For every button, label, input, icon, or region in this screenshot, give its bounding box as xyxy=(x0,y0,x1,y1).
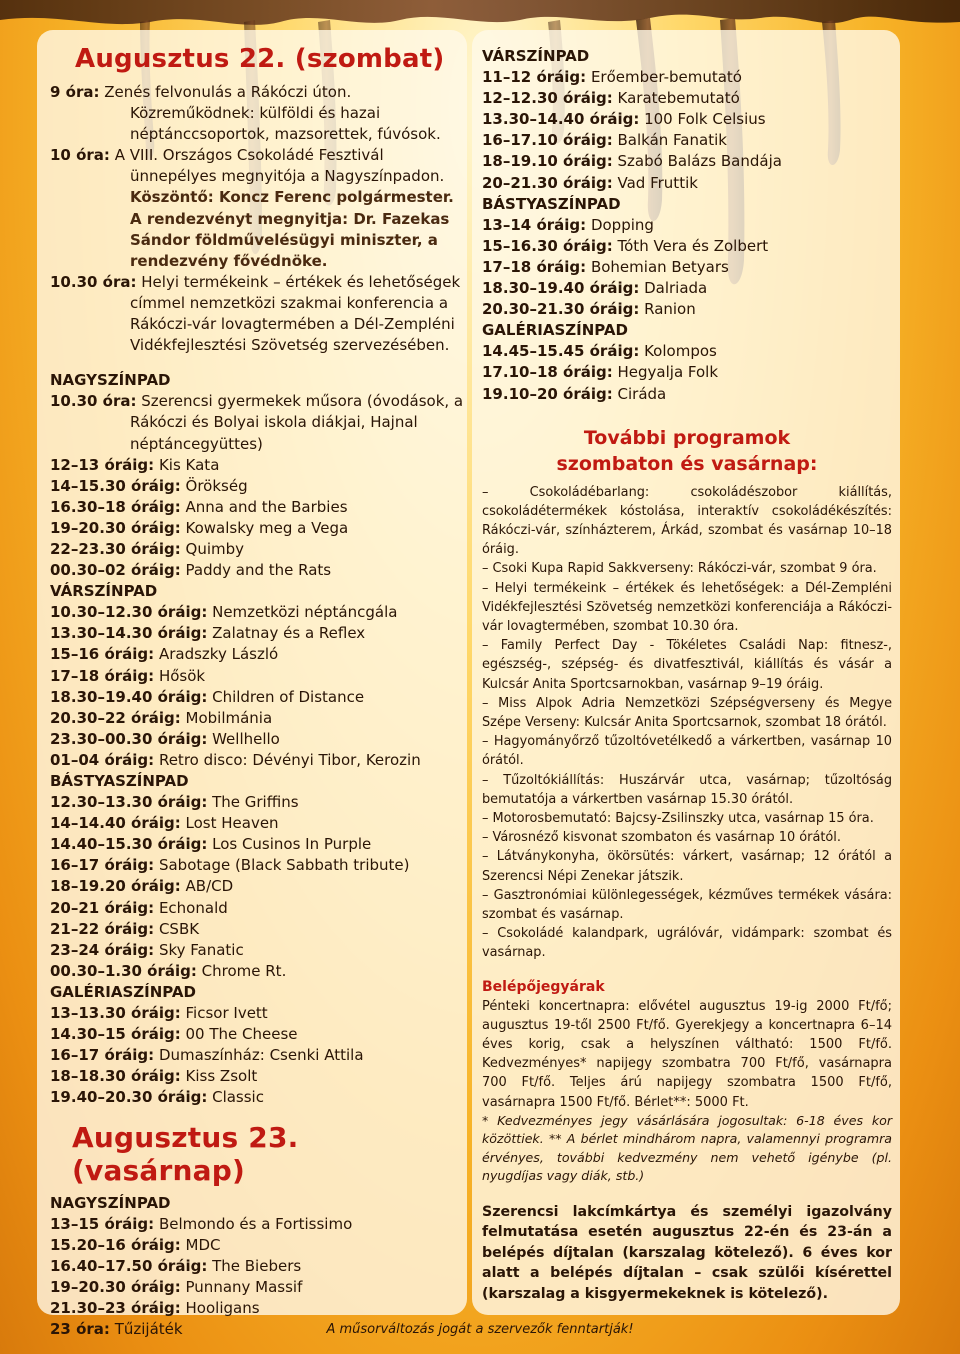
schedule-time: 18–19.10 óráig: xyxy=(482,152,613,171)
schedule-row xyxy=(482,109,892,130)
schedule-row xyxy=(482,236,892,257)
schedule-act: AB/CD xyxy=(180,877,234,896)
schedule-time: 20.30–21.30 óráig: xyxy=(482,300,640,319)
schedule-time: 20–21.30 óráig: xyxy=(482,173,613,192)
schedule-row xyxy=(50,539,465,560)
schedule-act: Vad Fruttik xyxy=(612,173,698,192)
schedule-time: 18.30–19.40 óráig: xyxy=(482,279,640,298)
schedule-act: CSBK xyxy=(154,919,200,938)
schedule-row xyxy=(50,687,465,708)
more-program-item: – Látványkonyha, ökörsütés: várkert, vasárnap; 12 órától a Szerencsi Népi Zenekar játszik. xyxy=(482,849,892,884)
schedule-act: Paddy and the Rats xyxy=(180,561,332,580)
schedule-act: Hősök xyxy=(154,666,206,685)
schedule-act: Kowalsky meg a Vega xyxy=(180,518,349,537)
schedule-time: 22–23.30 óráig: xyxy=(50,539,181,558)
schedule-act: The Griffins xyxy=(207,793,299,812)
more-program-item: – Csokoládébarlang: csokoládészobor kiállítás, csokoládétermékek kóstolása, interaktív csokoládékészítés: Rákóczi-vár, színházterem, Árkád, szombat és vasárnap 10–18 óráig. xyxy=(482,484,892,558)
schedule-act: Anna and the Barbies xyxy=(180,497,348,516)
schedule-act: Sabotage (Black Sabbath tribute) xyxy=(154,856,410,875)
schedule-row xyxy=(50,919,465,940)
schedule-row xyxy=(482,67,892,88)
schedule-time: 23.30–00.30 óráig: xyxy=(50,729,208,748)
schedule-time: 19.40–20.30 óráig: xyxy=(50,1088,208,1107)
schedule-act: Belmondo és a Fortissimo xyxy=(154,1214,353,1233)
schedule-time: 16.30–18 óráig: xyxy=(50,497,181,516)
intro-highlight: Köszöntő: Koncz Ferenc polgármester. A rendezvényt megnyitja: Dr. Fazekas Sándor földművelésügyi miniszter, a rendezvény fővédnöke. xyxy=(130,188,454,270)
schedule-row xyxy=(50,518,465,539)
schedule-time: 21–22 óráig: xyxy=(50,919,155,938)
schedule-row xyxy=(482,384,892,405)
schedule-time: 23–24 óráig: xyxy=(50,940,155,959)
nagyszinpad-list xyxy=(50,455,465,582)
schedule-act: Sky Fanatic xyxy=(154,940,244,959)
varszinpad-heading: VÁRSZÍNPAD xyxy=(50,582,158,601)
more-program-item: – Motorosbemutató: Bajcsy-Zsilinszky utca, vasárnap 15 óra. xyxy=(482,811,874,827)
schedule-row xyxy=(50,898,465,919)
schedule-act: Dumaszínház: Csenki Attila xyxy=(154,1046,364,1065)
schedule-time: 11–12 óráig: xyxy=(482,68,587,87)
schedule-act: Punnany Massif xyxy=(180,1277,303,1296)
schedule-row xyxy=(50,876,465,897)
intro-time: 9 óra: xyxy=(50,83,100,101)
schedule-act: Nemzetközi néptáncgála xyxy=(207,603,398,622)
schedule-row xyxy=(50,855,465,876)
schedule-row xyxy=(50,961,465,982)
right-column xyxy=(482,46,892,1304)
schedule-time: 13.30–14.30 óráig: xyxy=(50,624,208,643)
more-program-item: – Helyi termékeink – értékek és lehetőségek: a Dél-Zempléni Vidékfejlesztési Szövetség nemzetközi konferenciája a Rákóczi-vár lovagtermében, szombat 10.30 óra. xyxy=(482,580,892,635)
schedule-act: Echonald xyxy=(154,898,228,917)
schedule-row xyxy=(50,1277,465,1298)
schedule-time: 16–17 óráig: xyxy=(50,1046,155,1065)
schedule-act: Ficsor Ivett xyxy=(180,1004,268,1023)
schedule-time: 13.30–14.40 óráig: xyxy=(482,110,640,129)
schedule-time: 17–18 óráig: xyxy=(482,257,587,276)
right-galeriaszinpad-heading: GALÉRIASZÍNPAD xyxy=(482,321,628,340)
schedule-row xyxy=(50,750,465,771)
schedule-time: 18.30–19.40 óráig: xyxy=(50,687,208,706)
schedule-row xyxy=(50,1003,465,1024)
nagyszinpad-heading: NAGYSZÍNPAD xyxy=(50,371,171,390)
nagyszinpad-kids-program xyxy=(50,391,465,454)
schedule-act: Tűzijáték xyxy=(109,1320,183,1339)
schedule-act: Aradszky László xyxy=(154,645,279,664)
schedule-act: Children of Distance xyxy=(207,687,365,706)
schedule-time: 14–14.40 óráig: xyxy=(50,814,181,833)
schedule-act: Retro disco: Dévényi Tibor, Kerozin xyxy=(154,750,421,769)
schedule-time: 12–13 óráig: xyxy=(50,455,155,474)
schedule-time: 14.45–15.45 óráig: xyxy=(482,342,640,361)
schedule-time: 19–20.30 óráig: xyxy=(50,1277,181,1296)
schedule-act: Tóth Vera és Zolbert xyxy=(612,236,769,255)
right-bastyaszinpad-list xyxy=(482,215,892,320)
schedule-row xyxy=(50,1066,465,1087)
tickets-heading: Belépőjegyárak xyxy=(482,978,605,995)
more-program-item: – Tűzoltókiállítás: Huszárvár utca, vasárnap; tűzoltóság bemutatója a várkertben vasárnap 15.30 órától. xyxy=(482,772,892,807)
schedule-act: Kolompos xyxy=(639,342,717,361)
schedule-time: 15–16 óráig: xyxy=(50,645,155,664)
footer-disclaimer: A műsorváltozás jogát a szervezők fenntartják! xyxy=(326,1322,634,1337)
schedule-row xyxy=(50,666,465,687)
schedule-act: Zalatnay és a Reflex xyxy=(207,624,366,643)
intro-text: Helyi termékeink – értékek és lehetőségek címmel nemzetközi szakmai konferencia a Rákóczi-vár lovagtermében a Dél-Zempléni Vidékfejlesztési Szövetség szervezésében. xyxy=(130,272,461,355)
more-program-item: – Gasztronómiai különlegességek, kézműves termékek vására: szombat és vasárnap. xyxy=(482,887,892,923)
day2-heading: Augusztus 23. (vasárnap) xyxy=(72,1120,299,1187)
intro-text: Zenés felvonulás a Rákóczi úton. Közreműködnek: külföldi és hazai néptánccsoportok, mazsorettek, fúvósok. xyxy=(99,83,441,144)
schedule-act: MDC xyxy=(180,1235,221,1254)
schedule-act: Dalriada xyxy=(639,279,708,298)
schedule-time: 16–17 óráig: xyxy=(50,856,155,875)
more-programs-heading-line2: szombaton és vasárnap: xyxy=(556,452,818,475)
schedule-time: 14–15.30 óráig: xyxy=(50,476,181,495)
intro-paragraph xyxy=(50,82,465,145)
schedule-time: 01–04 óráig: xyxy=(50,750,155,769)
schedule-time: 17.10–18 óráig: xyxy=(482,363,613,382)
schedule-time: 12.30–13.30 óráig: xyxy=(50,793,208,812)
schedule-time: 16–17.10 óráig: xyxy=(482,131,613,150)
schedule-time: 15–16.30 óráig: xyxy=(482,236,613,255)
schedule-act: Cirádа xyxy=(612,384,667,403)
schedule-time: 18–18.30 óráig: xyxy=(50,1067,181,1086)
schedule-row xyxy=(482,362,892,383)
schedule-row xyxy=(482,278,892,299)
schedule-act: Kis Kata xyxy=(154,455,220,474)
schedule-time: 13–15 óráig: xyxy=(50,1214,155,1233)
right-bastyaszinpad-heading: BÁSTYASZÍNPAD xyxy=(482,194,621,213)
schedule-act: Wellhello xyxy=(207,729,280,748)
schedule-time: 19–20.30 óráig: xyxy=(50,518,181,537)
intro-time: 10 óra: xyxy=(50,146,110,165)
schedule-row xyxy=(482,299,892,320)
more-program-item: – Hagyományőrző tűzoltóvetélkedő a várkertben, vasárnap 10 órától. xyxy=(482,734,892,769)
more-program-item: – Family Perfect Day - Tökéletes Családi Nap: fitnesz-, egészség-, szépség- és divatfesztivál, kiállítás és vásár a Kulcsár Anita Sportcsarnokban, vasárnap 9–19 óráig. xyxy=(482,638,892,692)
schedule-act: 00 The Cheese xyxy=(180,1025,298,1044)
schedule-time: 13–14 óráig: xyxy=(482,215,587,234)
schedule-time: 20.30–22 óráig: xyxy=(50,708,181,727)
schedule-row xyxy=(50,834,465,855)
program-time: 10.30 óra: xyxy=(50,392,137,411)
schedule-act: Szabó Balázs Bandája xyxy=(612,152,782,171)
schedule-row xyxy=(50,560,465,581)
schedule-time: 00.30–1.30 óráig: xyxy=(50,961,197,980)
schedule-row xyxy=(482,215,892,236)
schedule-act: Hooligans xyxy=(180,1298,260,1317)
schedule-act: Dopping xyxy=(586,215,654,234)
intro-paragraph xyxy=(50,272,465,356)
schedule-time: 19.10–20 óráig: xyxy=(482,384,613,403)
schedule-row xyxy=(50,1214,465,1235)
schedule-time: 14.30–15 óráig: xyxy=(50,1025,181,1044)
bastyaszinpad-heading: BÁSTYASZÍNPAD xyxy=(50,772,189,790)
schedule-row xyxy=(482,151,892,172)
schedule-act: Erőember-bemutató xyxy=(586,68,742,87)
schedule-row xyxy=(50,813,465,834)
schedule-row xyxy=(50,455,465,476)
schedule-row xyxy=(50,476,465,497)
schedule-act: Ranion xyxy=(639,300,696,319)
free-entry-note: Szerencsi lakcímkártya és személyi igazolvány felmutatása esetén augusztus 22-én és 23-án a belépés díjtalan (karszalag kötelező). 6 éves kor alatt a belépés díjtalan – csak szülői kísérettel (karszalag a kisgyermekeknek is kötelező). xyxy=(482,1203,892,1302)
schedule-time: 10.30–12.30 óráig: xyxy=(50,603,208,622)
schedule-act: Lost Heaven xyxy=(180,814,279,833)
schedule-act: Quimby xyxy=(180,539,245,558)
more-program-item: – Miss Alpok Adria Nemzetközi Szépségverseny és Megye Szépe Verseny: Kulcsár Anita Sportcsarnok, szombat 18 órától. xyxy=(482,695,892,731)
tickets-text: Pénteki koncertnapra: elővétel augusztus 19-ig 2000 Ft/fő; augusztus 19-től 2500 Ft/fő. Gyerekjegy a koncertnapra 6–14 éves korig, csak a helyszínen váltható: 1500 Ft/fő. Kedvezményes* napijegy szombatra 700 Ft/fő, vasárnapra 700 Ft/fő. Teljes árú napijegy szombatra 1500 Ft/fő, vasárnapra 1500 Ft/fő. Bérlet**: 5000 Ft. xyxy=(482,998,892,1110)
more-program-item: – Csokoládé kalandpark, ugrálóvár, vidámpark: szombat és vasárnap. xyxy=(482,926,892,961)
galeriaszinpad-heading: GALÉRIASZÍNPAD xyxy=(50,982,196,1001)
more-programs-list xyxy=(482,483,892,963)
schedule-act: Hegyalja Folk xyxy=(612,363,719,382)
schedule-row xyxy=(50,623,465,644)
schedule-act: 100 Folk Celsius xyxy=(639,110,766,129)
schedule-row xyxy=(50,708,465,729)
schedule-row xyxy=(50,1045,465,1066)
schedule-row xyxy=(50,1087,465,1108)
bastyaszinpad-list xyxy=(50,792,465,982)
schedule-time: 15.20–16 óráig: xyxy=(50,1235,181,1254)
schedule-time: 13–13.30 óráig: xyxy=(50,1004,181,1023)
schedule-time: 23 óra: xyxy=(50,1320,110,1339)
more-program-item: – Csoki Kupa Rapid Sakkverseny: Rákóczi-vár, szombat 9 óra. xyxy=(482,561,877,577)
schedule-act: Örökség xyxy=(180,476,248,495)
schedule-row xyxy=(50,1024,465,1045)
schedule-act: Los Cusinos In Purple xyxy=(207,835,372,854)
schedule-act: Classic xyxy=(207,1088,264,1107)
more-programs-heading xyxy=(482,425,892,477)
schedule-time: 18–19.20 óráig: xyxy=(50,877,181,896)
day1-intro xyxy=(50,82,465,356)
schedule-time: 14.40–15.30 óráig: xyxy=(50,835,208,854)
schedule-row xyxy=(482,341,892,362)
schedule-row xyxy=(50,1298,465,1319)
schedule-act: The Biebers xyxy=(207,1256,302,1275)
schedule-row xyxy=(50,729,465,750)
day1-heading: Augusztus 22. (szombat) xyxy=(75,44,445,74)
intro-paragraph xyxy=(50,145,465,272)
schedule-row xyxy=(50,497,465,518)
schedule-row xyxy=(50,644,465,665)
schedule-time: 20–21 óráig: xyxy=(50,898,155,917)
intro-text: A VIII. Országos Csokoládé Fesztivál ünnepélyes megnyitója a Nagyszínpadon. xyxy=(109,146,445,186)
galeriaszinpad-list xyxy=(50,1003,465,1108)
day2-nagyszinpad-heading: NAGYSZÍNPAD xyxy=(50,1193,171,1212)
program-text: Szerencsi gyermekek műsora (óvodások, a Rákóczi és Bolyai iskola diákjai, Hajnal néptáncegyüttes) xyxy=(130,392,464,453)
schedule-row xyxy=(50,602,465,623)
more-program-item: – Városnéző kisvonat szombaton és vasárnap 10 órától. xyxy=(482,830,841,846)
schedule-time: 21.30–23 óráig: xyxy=(50,1298,181,1317)
schedule-row xyxy=(50,792,465,813)
right-varszinpad-heading: VÁRSZÍNPAD xyxy=(482,47,590,65)
tickets-note: * Kedvezményes jegy vásárlására jogosultak: 6-18 éves kor közöttiek. ** A bérlet mindhárom napra, valamennyi programra érvényes, további kedvezmény nem vehető igénybe (pl. nyugdíjas vagy diák, stb.) xyxy=(482,1112,892,1184)
schedule-row xyxy=(50,1256,465,1277)
schedule-time: 00.30–02 óráig: xyxy=(50,561,181,580)
schedule-time: 17–18 óráig: xyxy=(50,666,155,685)
schedule-row xyxy=(482,88,892,109)
intro-time: 10.30 óra: xyxy=(50,272,137,291)
right-varszinpad-list xyxy=(482,67,892,194)
schedule-act: Mobilmánia xyxy=(180,708,273,727)
schedule-time: 16.40–17.50 óráig: xyxy=(50,1256,208,1275)
schedule-act: Karatebemutató xyxy=(612,89,740,108)
more-programs-heading-line1: További programok xyxy=(583,426,791,449)
right-galeriaszinpad-list xyxy=(482,341,892,404)
varszinpad-list xyxy=(50,602,465,771)
schedule-act: Kiss Zsolt xyxy=(180,1067,258,1086)
schedule-row xyxy=(482,130,892,151)
schedule-act: Balkán Fanatik xyxy=(612,131,727,150)
schedule-row xyxy=(50,1235,465,1256)
left-column xyxy=(50,43,465,1340)
schedule-time: 12–12.30 óráig: xyxy=(482,89,613,108)
schedule-act: Chrome Rt. xyxy=(196,961,287,980)
schedule-row xyxy=(50,940,465,961)
schedule-row xyxy=(482,173,892,194)
schedule-row xyxy=(482,257,892,278)
schedule-act: Bohemian Betyars xyxy=(586,257,729,276)
